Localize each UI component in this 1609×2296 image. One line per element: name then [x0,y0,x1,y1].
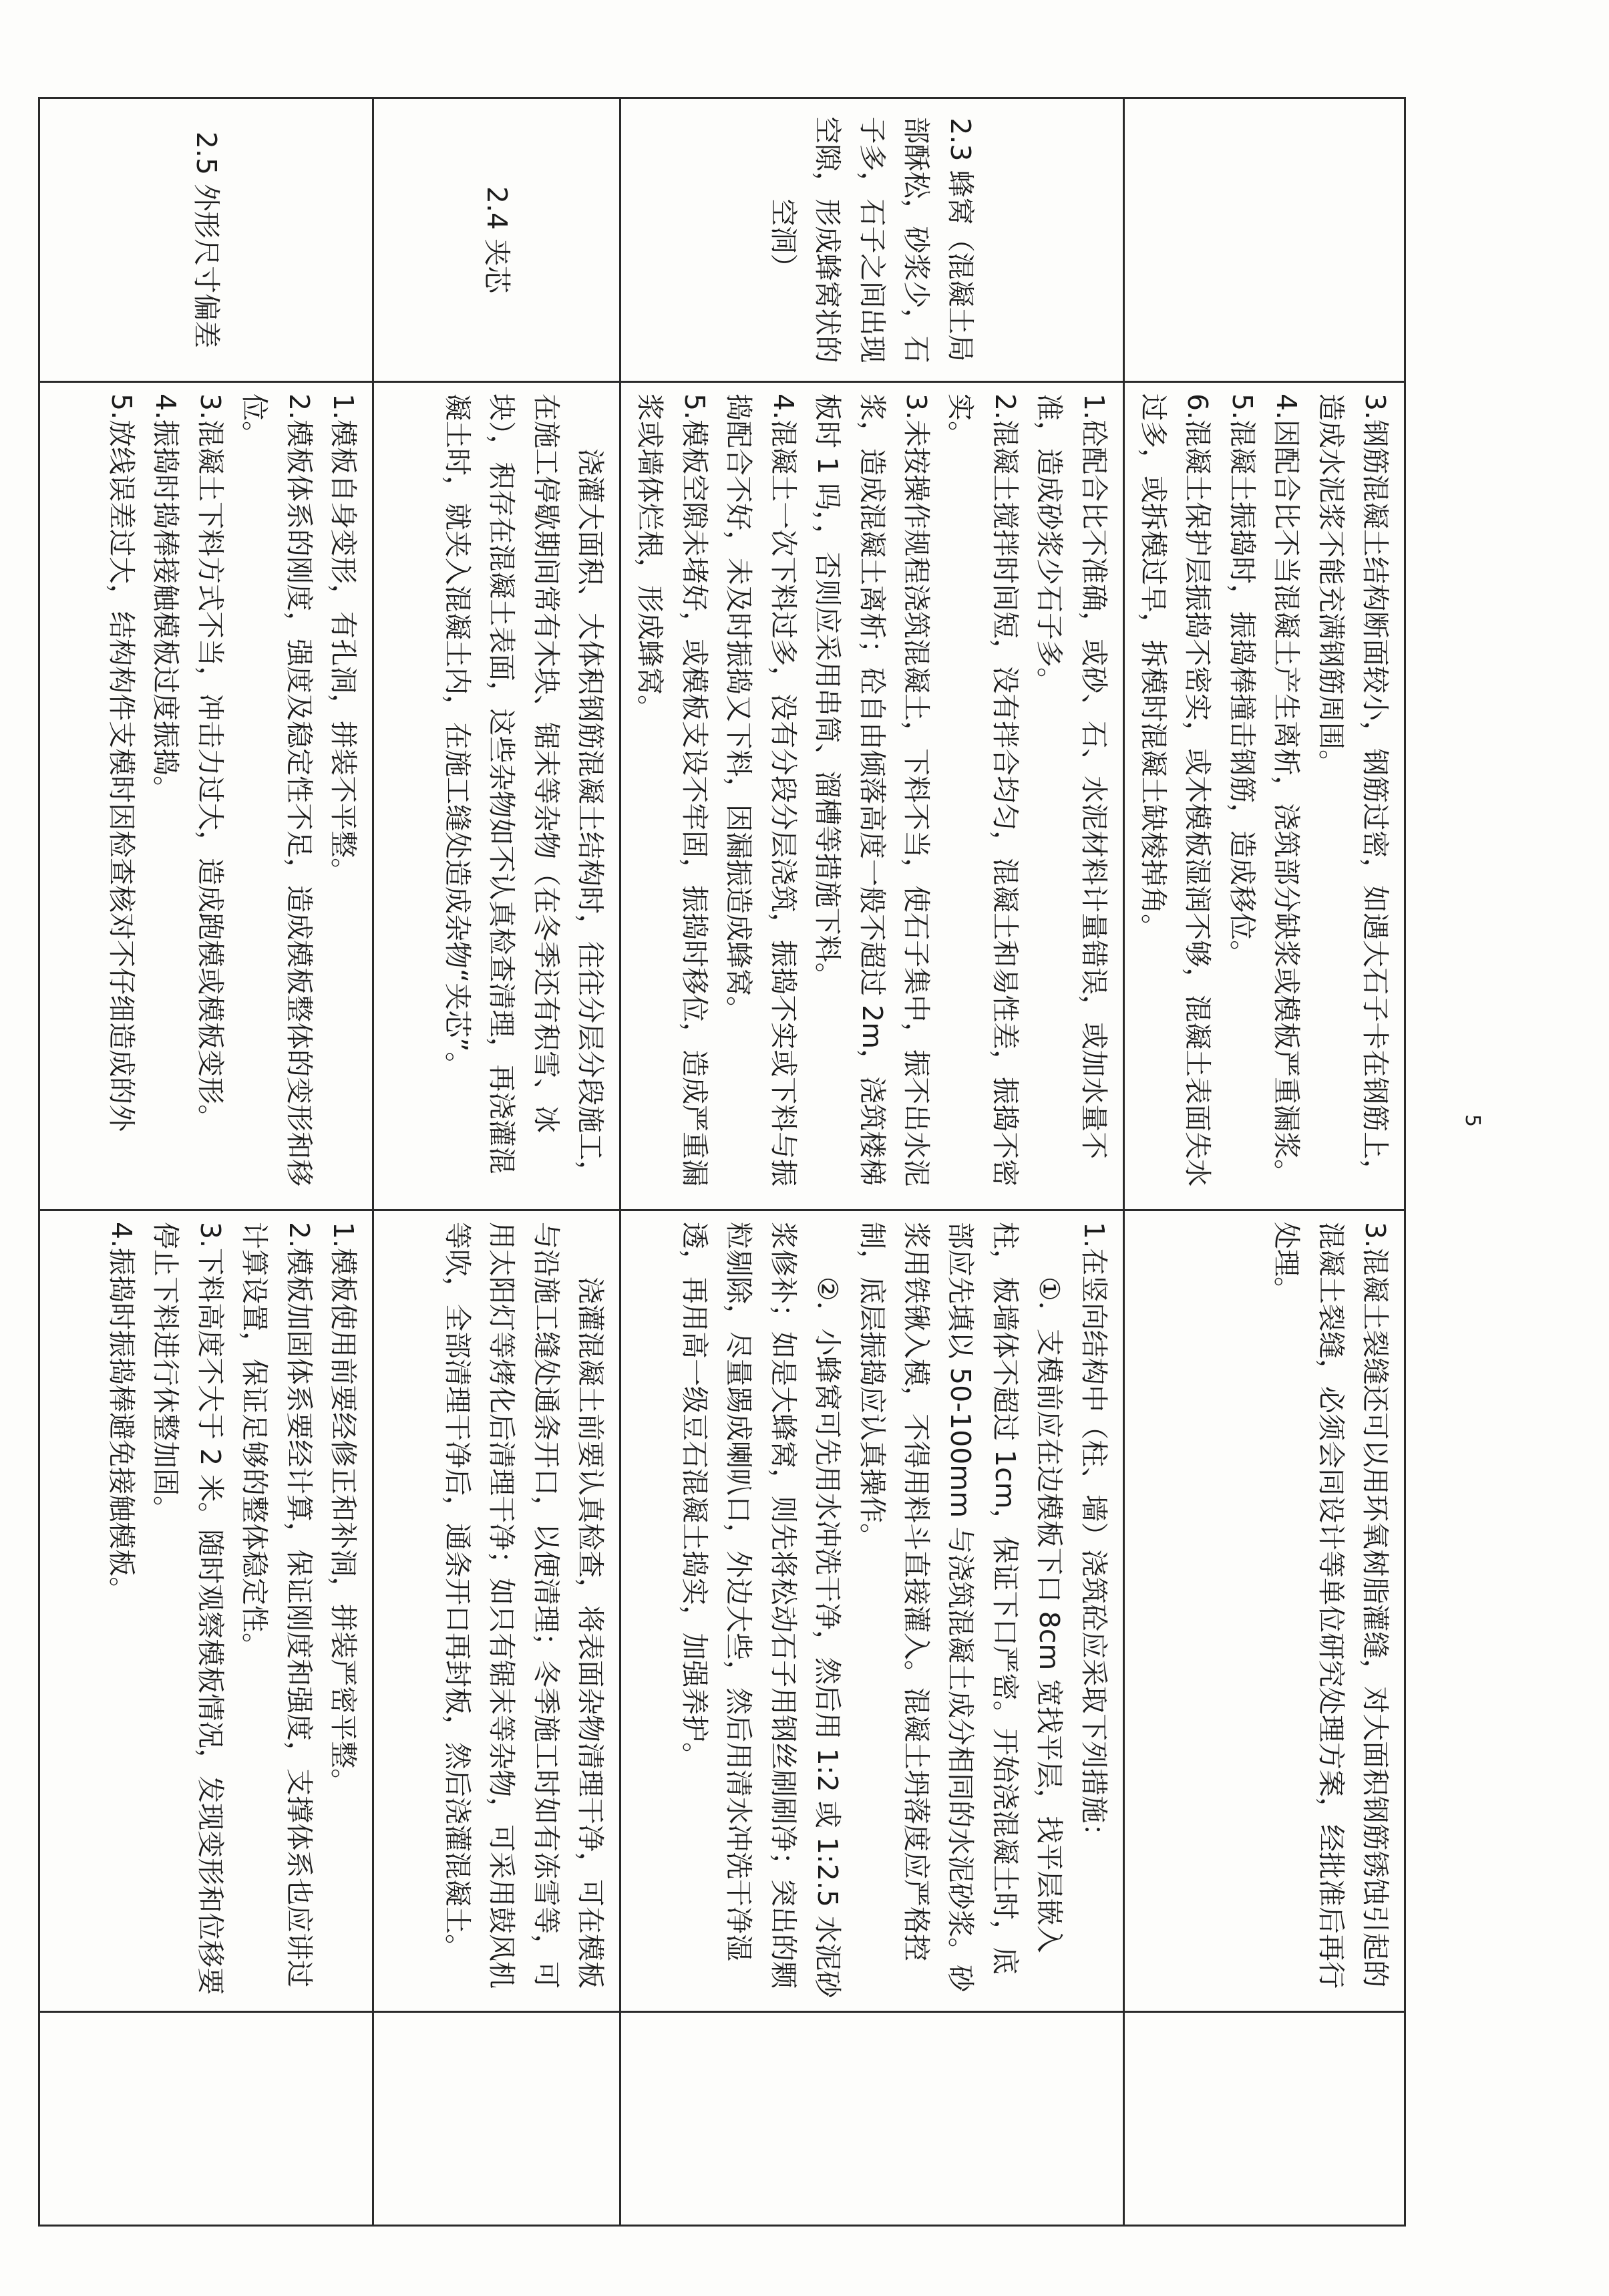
table-row [373,98,620,2226]
cause-line: 6.混凝土保护层振捣不密实，或木模板湿润不够，混凝土表面失水过多，或拆模过早，拆模时混凝土缺棱掉角。 [1137,393,1214,1187]
measure-line: 2.模板加固体系要经计算，保证刚度和强度，支撑体系也应讲过计算设置，保证足够的整体稳定性。 [238,1222,315,1988]
measures-cell [39,1210,373,2012]
measure-line: 4.振捣时振捣棒避免接触模板。 [106,1222,138,1605]
cause-line: 3.未按操作规程浇筑混凝土，下料不当，使石子集中，振不出水泥浆，造成混凝土离析；砼自由倾落高度一般不超过 2m，浇筑楼梯板时 1 吗，，否则应采用串筒、溜槽等措施下料。 [812,393,932,1187]
measure-line: 3.下料高度不大于 2 米。随时观察模板情况，发现变形和位移要停止下料进行休整加固。 [150,1222,226,1995]
cause-line: 3.混凝土下料方式不当，冲击力过大，造成跑模或模板变形。 [194,393,226,1132]
page-number: 5 [1461,1114,1485,1128]
measure-line: ①．支模前应在边模板下口 8cm 宽找平层，找平层嵌入柱，板墙体不超过 1cm，保证下口严密。开始浇混凝土时，底部应先填以 50-100mm 与浇筑混凝土成分相同的水泥砂浆。砂浆用铁锹入模，不得用料斗直接灌入。混凝土坍落度应严格控制，底层振捣应认真操作。 [856,1222,1066,1993]
cause-line: 5.混凝土振捣时，振捣棒撞击钢筋，造成移位。 [1226,393,1258,968]
defects-table [38,97,1406,2227]
table-row [39,98,373,2226]
measure-line: 1.模板使用前要经修正和补洞，拼装严密平整。 [327,1222,360,1796]
cause-line: 1.砼配合比不准确，或砂、石、水泥材料计量错误，或加水量不准，造成砂浆少石子多。 [1033,393,1110,1160]
cause-line: 4.振捣时捣棒接触模板过度振捣。 [150,393,182,804]
rotated-table-page [106,97,1406,2225]
cause-line: 4.因配合比不当混凝土产生离析，浇筑部分缺浆或模板严重漏浆。 [1270,393,1303,1187]
cause-line: 1.模板自身变形，有孔洞，拼装不平整。 [327,393,360,886]
measures-cell [1123,1210,1405,2012]
extra-cell [620,2012,1123,2226]
category-cell: 2.5 外形尺寸偏差 [39,98,373,382]
extra-cell [373,2012,620,2226]
cause-line: 2.混凝土搅拌时间短，没有拌合均匀，混凝土和易性差，振捣不密实。 [944,393,1021,1187]
extra-cell [39,2012,373,2226]
cause-line: 5.放线误差过大，结构构件支模时因检查核对不仔细造成的外 [106,393,138,1132]
causes-cell [39,382,373,1210]
cause-line: 4.混凝土一次下料过多，没有分段分层浇筑，振捣不实或下料与振捣配合不好，未及时振捣又下料，因漏振造成蜂窝。 [723,393,799,1187]
causes-cell [620,382,1123,1210]
measure-line: 1.在竖向结构中（柱、墙）浇筑砼应采取下列措施： [1077,1222,1110,1851]
cause-line: 3.钢筋混凝土结构断面较小，钢筋过密，如遇大石子卡在钢筋上，造成水泥浆不能充满钢筋周围。 [1314,393,1391,1187]
measure-line: 浇灌混凝土前要认真检查，将表面杂物清理干净，可在模板与沿施工缝处通条开口，以便清理；冬季施工时如有冻雪等，可用太阳灯等烤化后清理干净；如只有锯末等杂物，可采用鼓风机等吹，全部清理干净后，通条开口再封板，然后浇灌混凝土。 [441,1222,607,1989]
causes-cell [373,382,620,1210]
cause-line: 2.模板体系的刚度，强度及稳定性不足，造成模板整体的变形和移位。 [238,393,315,1187]
measure-line: ②．小蜂窝可先用水冲洗干净，然后用 1:2 或 1:2.5 水泥砂浆修补；如是大蜂窝，则先将松动石子用钢丝刷刷净；突出的颗粒剔除，尽量踢成喇叭口，外边大些，然后用清水冲洗干净湿透，再用高一级豆石混凝土捣实，加强养护。 [678,1222,844,1998]
extra-cell [1123,2012,1405,2226]
measure-line: 3.混凝土裂缝还可以用环氧树脂灌缝，对大面积钢筋锈蚀引起的混凝土裂缝，必须会同设计等单位研究处理方案，经批准后再行处理。 [1270,1222,1391,1989]
cause-line: 5.模板空隙未堵好，或模板支设不牢固，振捣时移位，造成严重漏浆或墙体烂根，形成蜂窝。 [634,393,711,1187]
table-row [620,98,1123,2226]
table-row [1123,98,1405,2226]
category-cell [1123,98,1405,382]
measures-cell [620,1210,1123,2012]
category-cell: 2.4 夹芯 [373,98,620,382]
category-cell: 2.3 蜂窝（混凝土局部酥松，砂浆少，石子多，石子之间出现空隙，形成蜂窝状的空洞） [620,98,1123,382]
causes-cell [1123,382,1405,1210]
cause-line: 浇灌大面积、大体积钢筋混凝土结构时，往往分层分段施工，在施工停歇期间常有木块、锯末等杂物（在冬季还有积雪、冰块），积存在混凝土表面，这些杂物如不认真检查清理，再浇灌混凝土时，就夹入混凝土内，在施工缝处造成杂物“夹芯”。 [441,393,607,1188]
measures-cell [373,1210,620,2012]
